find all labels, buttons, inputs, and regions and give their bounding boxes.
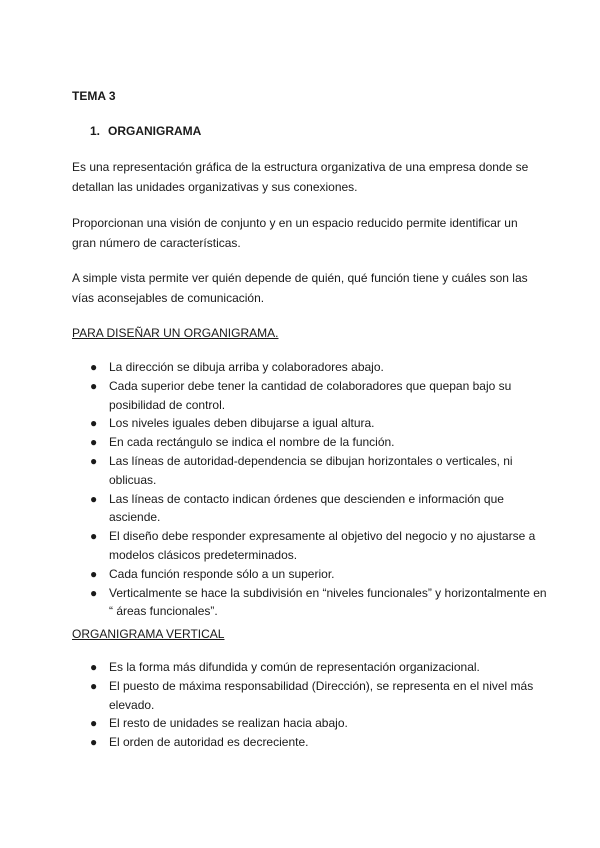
list-item xyxy=(90,714,550,733)
list-item-text: Cada superior debe tener la cantidad de colaboradores que quepan bajo su posibilidad de control. xyxy=(109,378,512,412)
list-item-text: El orden de autoridad es decreciente. xyxy=(109,735,309,750)
paragraph-text: A simple vista permite ver quién depende de quién, qué función tiene y cuáles son las vías aconsejables de comunicación. xyxy=(72,271,528,305)
bullet-icon: ● xyxy=(90,416,98,431)
list-item xyxy=(90,433,550,452)
list-item-text: El resto de unidades se realizan hacia abajo. xyxy=(109,716,348,731)
subheading-vertical: ORGANIGRAMA VERTICAL xyxy=(72,627,225,641)
list-item xyxy=(90,584,550,622)
bullet-icon: ● xyxy=(90,360,98,374)
section-title: ORGANIGRAMA xyxy=(108,124,202,138)
list-item-text: La dirección se dibuja arriba y colaboradores abajo. xyxy=(109,360,384,374)
bullet-icon: ● xyxy=(90,491,98,506)
bullet-icon: ● xyxy=(90,453,98,468)
list-item xyxy=(90,490,550,528)
subheading-design: PARA DISEÑAR UN ORGANIGRAMA. xyxy=(72,326,279,340)
bullet-icon: ● xyxy=(90,435,98,450)
section-number: 1. xyxy=(90,124,101,138)
bullet-icon: ● xyxy=(90,566,98,581)
list-item xyxy=(90,452,550,490)
list-item-text: Las líneas de contacto indican órdenes que descienden e información que asciende. xyxy=(109,491,504,525)
list-item xyxy=(90,377,550,415)
design-rules-list xyxy=(90,358,550,621)
list-item xyxy=(90,658,550,677)
bullet-icon: ● xyxy=(90,529,98,544)
bullet-icon: ● xyxy=(90,585,98,600)
bullet-icon: ● xyxy=(90,660,98,674)
paragraph-text: Es una representación gráfica de la estructura organizativa de una empresa donde se detallan las unidades organizativas y sus conexiones. xyxy=(72,160,529,194)
list-item xyxy=(90,414,550,433)
section-heading xyxy=(90,124,560,138)
list-item-text: Los niveles iguales deben dibujarse a igual altura. xyxy=(109,416,375,431)
topic-title: TEMA 3 xyxy=(72,89,116,103)
list-item-text: Verticalmente se hace la subdivisión en “niveles funcionales” y horizontalmente en “ áreas funcionales”. xyxy=(109,585,547,619)
list-item-text: Cada función responde sólo a un superior. xyxy=(109,566,335,581)
paragraph-text: Proporcionan una visión de conjunto y en un espacio reducido permite identificar un gran número de características. xyxy=(72,216,518,250)
list-item xyxy=(90,358,550,377)
paragraph-definition xyxy=(72,157,542,197)
list-item-text: El puesto de máxima responsabilidad (Dirección), se representa en el nivel más elevado. xyxy=(109,678,534,712)
list-item xyxy=(90,527,550,565)
list-item xyxy=(90,677,550,715)
list-item-text: Las líneas de autoridad-dependencia se dibujan horizontales o verticales, ni oblicuas. xyxy=(109,453,513,487)
list-item xyxy=(90,733,550,752)
list-item-text: Es la forma más difundida y común de representación organizacional. xyxy=(109,660,480,674)
bullet-icon: ● xyxy=(90,678,98,693)
vertical-chart-list xyxy=(90,658,550,752)
paragraph-overview xyxy=(72,213,542,253)
bullet-icon: ● xyxy=(90,716,98,731)
list-item xyxy=(90,565,550,584)
bullet-icon: ● xyxy=(90,378,98,393)
paragraph-communication xyxy=(72,268,542,308)
list-item-text: En cada rectángulo se indica el nombre de la función. xyxy=(109,435,395,450)
bullet-icon: ● xyxy=(90,735,98,750)
list-item-text: El diseño debe responder expresamente al objetivo del negocio y no ajustarse a modelos clásicos predeterminados. xyxy=(109,529,536,562)
